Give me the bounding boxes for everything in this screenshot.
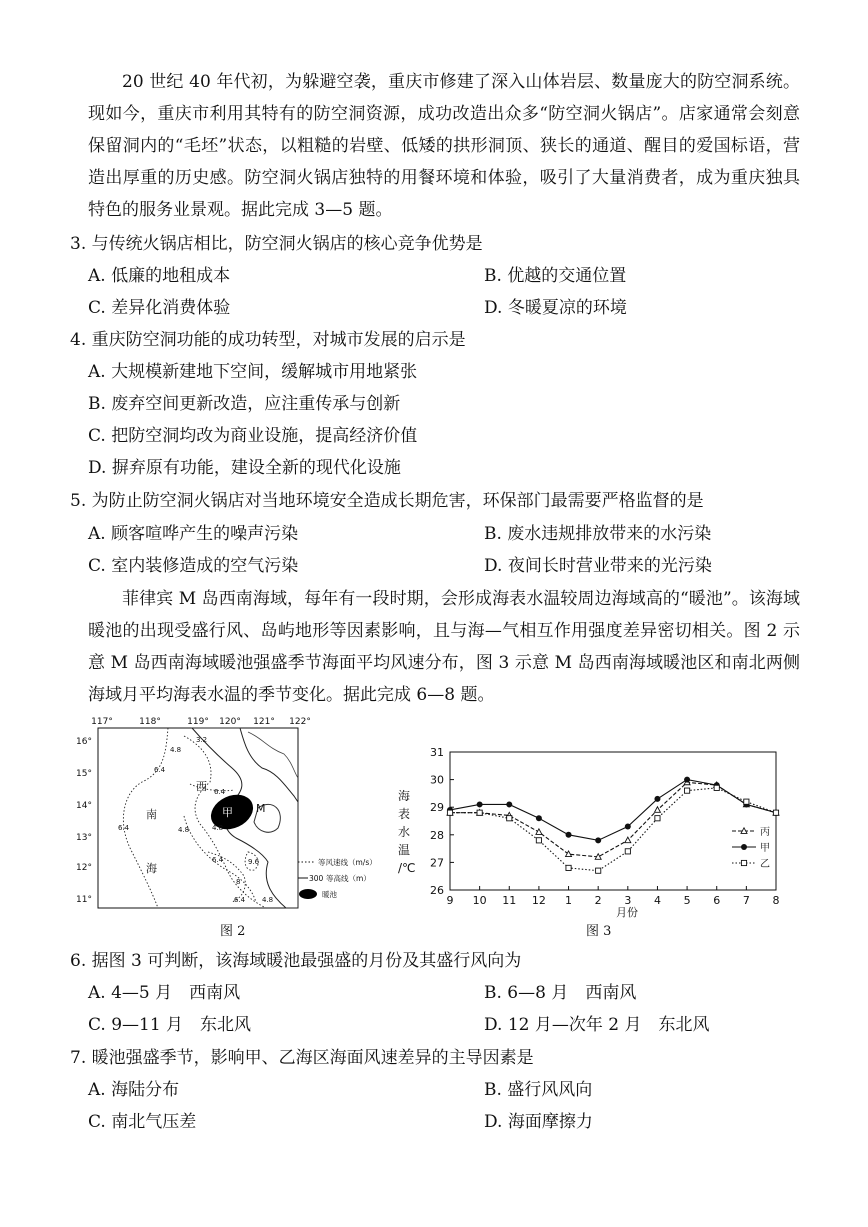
y-axis-label: 表 [398, 807, 411, 821]
passage-air-raid-shelter: 20 世纪 40 年代初，为躲避空袭，重庆市修建了深入山体岩层、数量庞大的防空洞系统。现如今，重庆市利用其特有的防空洞资源，成功改造出众多“防空洞火锅店”。店家通常会刻意保留洞内的“毛坯”状态，以粗糙的岩壁、低矮的拱形洞顶、狭长的通道、醒目的爱国标语，营造出厚重的历史感。防空洞火锅店独特的用餐环境和体验，吸引了大量消费者，成为重庆独具特色的服务业景观。据此完成 3—5 题。 [88, 72, 800, 220]
y-tick-label: 27 [430, 856, 444, 870]
lon-label: 118° [139, 717, 161, 727]
contour-label: 4.8 [170, 746, 182, 754]
lat-label: 16° [76, 737, 92, 747]
question-4-stem: 4. 重庆防空洞功能的成功转型，对城市发展的启示是 [70, 330, 466, 350]
lat-label: 14° [76, 801, 92, 811]
series-point-2 [477, 810, 482, 815]
map-frame [98, 728, 298, 908]
series-point-1 [536, 815, 542, 821]
legend-marker-2 [741, 860, 746, 865]
question-6-option-d[interactable]: D. 12 月—次年 2 月 东北风 [484, 1015, 710, 1035]
lon-label: 119° [187, 717, 209, 727]
legend-contour-value: 300 [309, 874, 324, 883]
legend-warm-pool: 暖池 [322, 890, 337, 899]
x-axis-label: 月份 [616, 906, 638, 918]
series-point-2 [655, 816, 660, 821]
series-point-1 [654, 796, 660, 802]
figure-2-caption: 图 2 [220, 924, 246, 939]
contour-label: 6.4 [118, 824, 130, 832]
label-west: 西 [196, 780, 207, 793]
question-6-option-a[interactable]: A. 4—5 月 西南风 [88, 983, 241, 1003]
question-6-option-b[interactable]: B. 6—8 月 西南风 [484, 983, 637, 1003]
question-3-option-d[interactable]: D. 冬暖夏凉的环境 [484, 298, 627, 318]
contour-label: 6.4 [234, 896, 246, 904]
label-south: 南 [146, 808, 157, 821]
x-tick-label: 12 [531, 894, 546, 907]
series-line-0 [450, 782, 776, 857]
label-jia: 甲 [222, 806, 233, 819]
question-4-option-a[interactable]: A. 大规模新建地下空间，缓解城市用地紧张 [88, 362, 418, 382]
question-7-stem: 7. 暖池强盛季节，影响甲、乙海区海面风速差异的主导因素是 [70, 1048, 534, 1068]
y-axis-label: /℃ [398, 861, 416, 875]
series-point-2 [684, 788, 689, 793]
series-point-2 [536, 838, 541, 843]
lat-label: 12° [76, 863, 92, 873]
chart-axes [430, 746, 780, 907]
question-6-stem: 6. 据图 3 可判断，该海域暖池最强盛的月份及其盛行风向为 [70, 951, 522, 971]
x-tick-label: 9 [446, 894, 454, 907]
series-point-2 [625, 849, 630, 854]
x-tick-label: 1 [565, 894, 573, 907]
lon-label: 117° [91, 717, 113, 727]
figure-3-sea-temp-chart [398, 740, 798, 918]
question-4-option-c[interactable]: C. 把防空洞均改为商业设施，提高经济价值 [88, 426, 418, 446]
question-7-option-d[interactable]: D. 海面摩擦力 [484, 1112, 593, 1132]
series-point-2 [596, 868, 601, 873]
legend-isotach: 等风速线（m/s） [318, 858, 377, 867]
label-sea: 海 [146, 862, 157, 875]
series-line-1 [450, 780, 776, 841]
series-line-2 [450, 788, 776, 871]
contour-label: 4.8 [178, 826, 190, 834]
lat-label: 11° [76, 895, 92, 905]
series-point-0 [654, 807, 660, 813]
question-5-option-c[interactable]: C. 室内装修造成的空气污染 [88, 556, 299, 576]
figure-2-legend [298, 857, 377, 899]
question-7-option-b[interactable]: B. 盛行风风向 [484, 1080, 593, 1100]
y-tick-label: 26 [430, 884, 444, 897]
contour-label: 6.4 [212, 856, 224, 864]
question-5-option-b[interactable]: B. 废水违规排放带来的水污染 [484, 524, 712, 544]
contour-label: 8 [236, 878, 241, 886]
series-point-2 [773, 810, 778, 815]
y-tick-label: 31 [430, 746, 444, 759]
question-4-option-b[interactable]: B. 废弃空间更新改造，应注重传承与创新 [88, 394, 401, 414]
question-4-option-d[interactable]: D. 摒弃原有功能，建设全新的现代化设施 [88, 458, 401, 478]
question-5-stem: 5. 为防止防空洞火锅店对当地环境安全造成长期危害，环保部门最需要严格监督的是 [70, 491, 704, 511]
legend-bing: 丙 [760, 827, 770, 838]
series-point-2 [744, 799, 749, 804]
chart-series-group [447, 777, 779, 874]
lat-label: 13° [76, 833, 92, 843]
y-axis-label: 海 [398, 789, 411, 803]
contour-label: 4.8 [262, 896, 274, 904]
x-tick-label: 3 [624, 894, 632, 907]
x-tick-label: 2 [594, 894, 602, 907]
question-7-option-c[interactable]: C. 南北气压差 [88, 1112, 197, 1132]
x-tick-label: 11 [502, 894, 517, 907]
x-tick-label: 4 [653, 894, 661, 907]
x-tick-label: 10 [472, 894, 487, 907]
contour-label: 9.6 [248, 858, 260, 866]
question-5-option-d[interactable]: D. 夜间长时营业带来的光污染 [484, 556, 712, 576]
series-point-0 [536, 829, 542, 835]
question-3-option-c[interactable]: C. 差异化消费体验 [88, 298, 231, 318]
passage-warm-pool: 菲律宾 M 岛西南海域，每年有一段时期，会形成海表水温较周边海域高的“暖池”。该海域暖池的出现受盛行风、岛屿地形等因素影响，且与海—气相互作用强度差异密切相关。图 2 示意 M 岛西南海域暖池强盛季节海面平均风速分布，图 3 示意 M 岛西南海域暖池区和南北两侧海域月平均海表水温的季节变化。据此完成 6—8 题。 [88, 589, 800, 705]
x-tick-label: 7 [742, 894, 750, 907]
lon-label: 120° [219, 717, 241, 727]
question-7-option-a[interactable]: A. 海陆分布 [88, 1080, 180, 1100]
series-point-1 [566, 832, 572, 838]
y-axis-label: 温 [398, 843, 411, 857]
series-point-2 [447, 810, 452, 815]
question-6-option-c[interactable]: C. 9—11 月 东北风 [88, 1015, 252, 1035]
series-point-2 [714, 785, 719, 790]
series-point-1 [477, 801, 483, 807]
figure-3-caption: 图 3 [586, 924, 612, 939]
chart-legend [732, 826, 770, 870]
y-tick-label: 29 [430, 801, 444, 815]
question-3-option-b[interactable]: B. 优越的交通位置 [484, 266, 627, 286]
figure-2-wind-speed-map [72, 712, 382, 927]
lat-label: 15° [76, 769, 92, 779]
legend-marker-1 [741, 844, 747, 850]
series-point-1 [625, 824, 631, 830]
series-point-1 [506, 801, 512, 807]
contour-label: 3.2 [196, 736, 208, 744]
x-tick-label: 6 [713, 894, 721, 907]
legend-contour: 等高线（m） [326, 874, 371, 883]
series-point-0 [566, 851, 572, 857]
label-m-island: M [256, 802, 266, 815]
series-point-2 [507, 816, 512, 821]
question-3-option-a[interactable]: A. 低廉的地租成本 [88, 266, 231, 286]
series-point-1 [684, 777, 690, 783]
question-3-stem: 3. 与传统火锅店相比，防空洞火锅店的核心竞争优势是 [70, 234, 483, 254]
lon-label: 121° [253, 717, 275, 727]
question-5-option-a[interactable]: A. 顾客喧哗产生的噪声污染 [88, 524, 299, 544]
y-axis-label: 水 [398, 825, 411, 839]
x-tick-label: 5 [683, 894, 691, 907]
lon-label: 122° [289, 717, 311, 727]
legend-jia: 甲 [760, 843, 770, 854]
x-tick-label: 8 [772, 894, 780, 907]
contour-label: 6.4 [214, 788, 226, 796]
contour-label: 4.8 [212, 824, 224, 832]
series-point-1 [595, 837, 601, 843]
contour-label: 6.4 [154, 766, 166, 774]
legend-yi: 乙 [760, 859, 770, 870]
plot-frame [450, 752, 776, 890]
y-tick-label: 30 [430, 773, 444, 787]
y-tick-label: 28 [430, 828, 444, 842]
series-point-0 [625, 837, 631, 843]
series-point-2 [566, 865, 571, 870]
